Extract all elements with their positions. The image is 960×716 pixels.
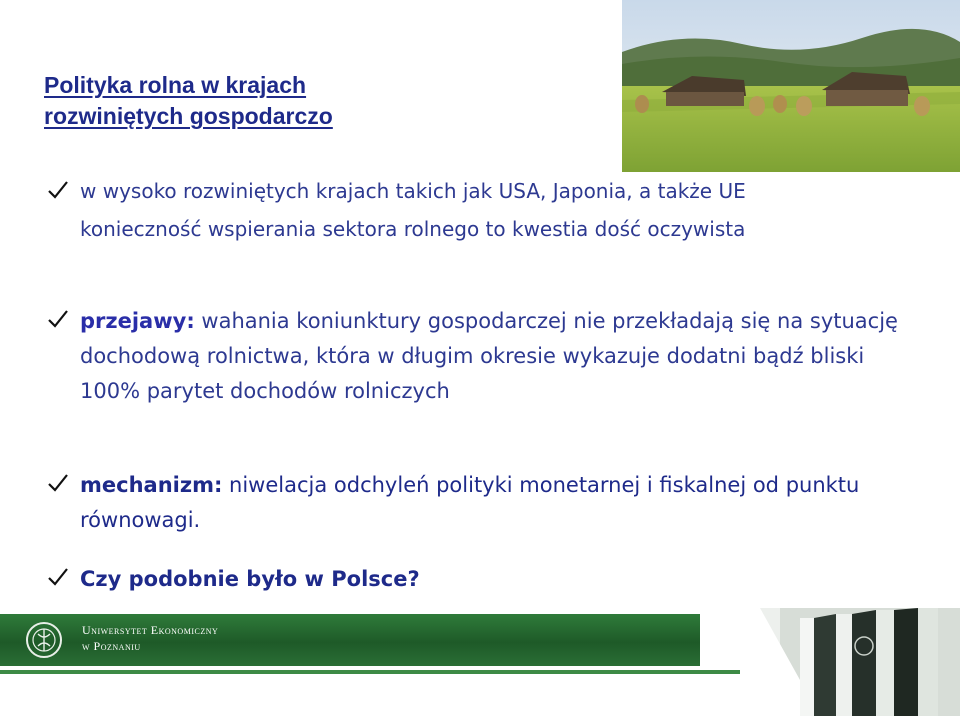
- university-crest-icon: [24, 620, 64, 660]
- slide-title: [44, 70, 564, 132]
- checkmark-icon: [46, 178, 70, 202]
- checkmark-icon: [46, 565, 70, 589]
- checkmark-icon: [46, 307, 70, 331]
- bullet-keyword-mechanizm: mechanizm:: [80, 473, 223, 497]
- bullet-text-1: w wysoko rozwiniętych krajach takich jak USA, Japonia, a także UE konieczność wspierania sektora rolnego to kwestia dość oczywista: [80, 179, 746, 241]
- slide-title-line-2: rozwiniętych gospodarczo: [44, 103, 333, 129]
- slide-title-line-1: Polityka rolna w krajach: [44, 72, 307, 98]
- bullet-text-3: [80, 468, 920, 538]
- bullet-body-2: wahania koniunktury gospodarczej nie przekładają się na sytuację dochodową rolnictwa, która w długim okresie wykazuje dodatni bądź bliski 100% parytet dochodów rolniczych: [80, 309, 898, 403]
- footer-stripe: [0, 670, 740, 674]
- rural-landscape-photo: [622, 0, 960, 172]
- footer: [0, 608, 960, 716]
- university-name: [82, 622, 218, 654]
- bullet-text-4: Czy podobnie było w Polsce?: [80, 567, 420, 591]
- bullet-text-2: [80, 304, 900, 409]
- bullet-keyword-przejawy: przejawy:: [80, 309, 195, 333]
- building-photo: [740, 608, 960, 716]
- university-name-line-2: w Poznaniu: [82, 639, 141, 653]
- university-name-line-1: Uniwersytet Ekonomiczny: [82, 623, 219, 637]
- bullet-body-3: niwelacja odchyleń polityki monetarnej i fiskalnej od punktu równowagi.: [80, 473, 860, 532]
- checkmark-icon: [46, 471, 70, 495]
